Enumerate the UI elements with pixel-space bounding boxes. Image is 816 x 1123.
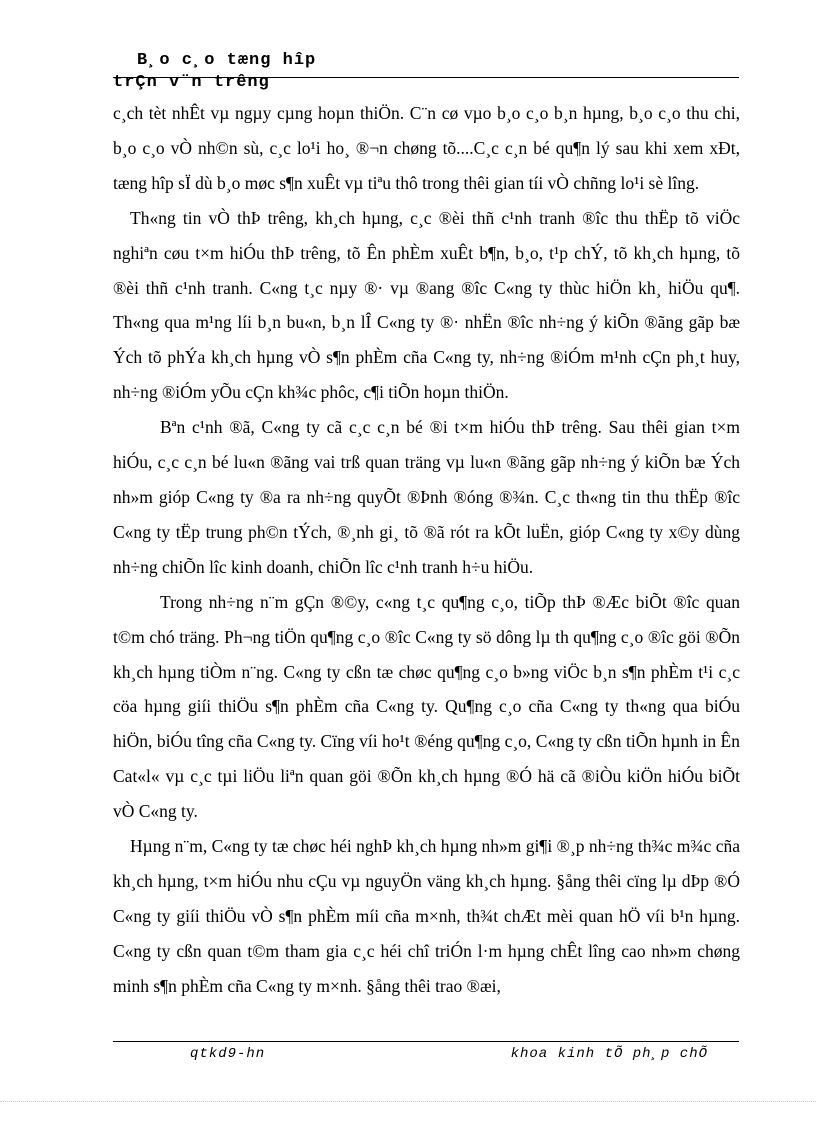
footer-faculty: khoa kinh tÕ ph¸p chÕ bbox=[510, 1046, 708, 1062]
page-header bbox=[113, 50, 739, 94]
paragraph-4: Trong nh÷ng n¨m gÇn ®©y, c«ng t¸c qu¶ng c¸o, tiÕp thÞ ®Æc biÕt ®îc quan t©m chó träng. Ph¬ng tiÖn qu¶ng c¸o ®îc C«ng ty sö dông lµ th qu¶ng c¸o ®îc göi ®Õn kh¸ch hµng tiÒm n¨ng. C«ng ty cßn tæ chøc qu¶ng c¸o b»ng viÖc b¸n s¶n phÈm t¹i c¸c cöa hµng giíi thiÖu s¶n phÈm cña C«ng ty. Qu¶ng c¸o cña C«ng ty th«ng qua biÓu hiÖn, biÓu tîng cña C«ng ty. Cïng víi ho¹t ®éng qu¶ng c¸o, C«ng ty cßn tiÕn hµnh in Ên Cat«l« vµ c¸c tµi liÖu liªn quan göi ®Õn kh¸ch hµng ®Ó hä cã ®iÒu kiÖn hiÓu biÕt vÒ C«ng ty. bbox=[113, 591, 740, 822]
header-divider bbox=[113, 77, 739, 78]
report-title: B¸o c¸o tæng hîp bbox=[137, 51, 317, 70]
page-bottom-border bbox=[0, 1101, 816, 1102]
author-name: trÇn v¨n trêng bbox=[113, 73, 270, 92]
paragraph-1: c¸ch tèt nhÊt vµ ngµy cµng hoµn thiÖn. C¨n cø vµo b¸o c¸o b¸n hµng, b¸o c¸o thu chi, b¸o c¸o vÒ nh©n sù, c¸c lo¹i ho¸ ®¬n chøng tõ....C¸c c¸n bé qu¶n lý sau khi xem xÐt, tæng hîp sÏ dù b¸o møc s¶n xuÊt vµ tiªu thô trong thêi gian tíi vÒ chñng lo¹i sè lîng. bbox=[113, 103, 740, 193]
footer-class-code: qtkd9-hn bbox=[190, 1046, 266, 1062]
paragraph-3: Bªn c¹nh ®ã, C«ng ty cã c¸c c¸n bé ®i t×m hiÓu thÞ trêng. Sau thêi gian t×m hiÓu, c¸c c¸n bé lu«n ®ãng vai trß quan träng vµ lu«n ®ãng gãp nh÷ng ý kiÕn bæ Ých nh»m gióp C«ng ty ®a ra nh÷ng quyÕt ®Þnh ®óng ®¾n. C¸c th«ng tin thu thËp ®îc C«ng ty tËp trung ph©n tÝch, ®¸nh gi¸ tõ ®ã rót ra kÕt luËn, gióp C«ng ty x©y dùng nh÷ng chiÕn lîc kinh doanh, chiÕn lîc c¹nh tranh h÷u hiÖu. bbox=[113, 417, 740, 577]
paragraph-5: Hµng n¨m, C«ng ty tæ chøc héi nghÞ kh¸ch hµng nh»m gi¶i ®¸p nh÷ng th¾c m¾c cña kh¸ch hµng, t×m hiÓu nhu cÇu vµ nguyÖn väng kh¸ch hµng. §ång thêi cïng lµ dÞp ®Ó C«ng ty giíi thiÖu vÒ s¶n phÈm míi cña m×nh, th¾t chÆt mèi quan hÖ víi b¹n hµng. C«ng ty cßn quan t©m tham gia c¸c héi chî triÓn l·m hµng chÊt lîng cao nh»m chøng minh s¶n phÈm cña C«ng ty m×nh. §ång thêi trao ®æi, bbox=[113, 836, 740, 996]
footer-divider bbox=[113, 1041, 739, 1042]
document-body bbox=[113, 96, 740, 1004]
paragraph-2: Th«ng tin vÒ thÞ trêng, kh¸ch hµng, c¸c ®èi thñ c¹nh tranh ®îc thu thËp tõ viÖc nghiªn cøu t×m hiÓu thÞ trêng, tõ Ên phÈm xuÊt b¶n, b¸o, t¹p chÝ, tõ kh¸ch hµng, tõ ®èi thñ c¹nh tranh. C«ng t¸c nµy ®· vµ ®ang ®îc C«ng ty thùc hiÖn kh¸ hiÖu qu¶. Th«ng qua m¹ng líi b¸n bu«n, b¸n lÎ C«ng ty ®· nhËn ®îc nh÷ng ý kiÕn ®ãng gãp bæ Ých tõ phÝa kh¸ch hµng vÒ s¶n phÈm cña C«ng ty, nh÷ng ®iÓm m¹nh cÇn ph¸t huy, nh÷ng ®iÓm yÕu cÇn kh¾c phôc, c¶i tiÕn hoµn thiÖn. bbox=[113, 207, 740, 403]
